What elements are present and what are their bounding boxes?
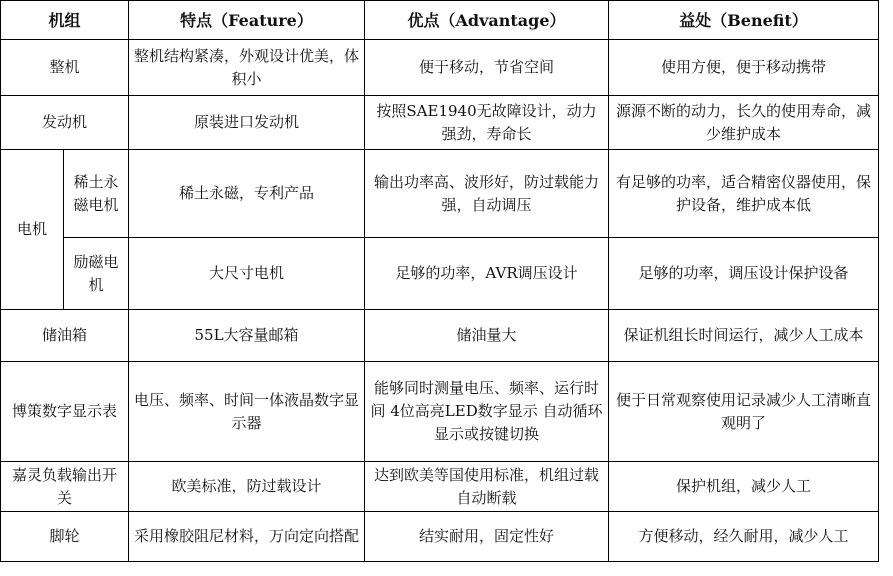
table-row — [1, 362, 879, 462]
row-advantage: 足够的功率，AVR调压设计 — [365, 238, 609, 310]
row-name: 脚轮 — [1, 512, 129, 562]
row-benefit: 保护机组，减少人工 — [609, 462, 879, 512]
row-name: 储油箱 — [1, 310, 129, 362]
row-advantage: 输出功率高、波形好，防过载能力强，自动调压 — [365, 150, 609, 238]
row-group: 电机 — [1, 150, 64, 310]
row-advantage: 结实耐用，固定性好 — [365, 512, 609, 562]
header-unit: 机组 — [1, 1, 129, 40]
row-name: 稀土永磁电机 — [64, 150, 129, 238]
table-row — [1, 238, 879, 310]
header-benefit: 益处（Benefit） — [609, 1, 879, 40]
row-feature: 整机结构紧凑，外观设计优美，体积小 — [129, 40, 365, 96]
row-feature: 大尺寸电机 — [129, 238, 365, 310]
row-benefit: 源源不断的动力，长久的使用寿命，减少维护成本 — [609, 96, 879, 150]
row-benefit: 保证机组长时间运行，减少人工成本 — [609, 310, 879, 362]
row-benefit: 便于日常观察使用记录减少人工清晰直观明了 — [609, 362, 879, 462]
row-feature: 欧美标准，防过载设计 — [129, 462, 365, 512]
header-feature: 特点（Feature） — [129, 1, 365, 40]
table-row — [1, 462, 879, 512]
row-feature: 55L大容量邮箱 — [129, 310, 365, 362]
row-name: 发动机 — [1, 96, 129, 150]
row-advantage: 便于移动，节省空间 — [365, 40, 609, 96]
row-advantage: 按照SAE1940无故障设计，动力强劲，寿命长 — [365, 96, 609, 150]
row-advantage: 能够同时测量电压、频率、运行时间 4位高亮LED数字显示 自动循环显示或按键切换 — [365, 362, 609, 462]
row-benefit: 有足够的功率，适合精密仪器使用，保护设备，维护成本低 — [609, 150, 879, 238]
row-name: 整机 — [1, 40, 129, 96]
row-advantage: 达到欧美等国使用标准，机组过载自动断载 — [365, 462, 609, 512]
table-row — [1, 310, 879, 362]
row-feature: 原装进口发动机 — [129, 96, 365, 150]
header-advantage: 优点（Advantage） — [365, 1, 609, 40]
row-name: 博策数字显示表 — [1, 362, 129, 462]
row-feature: 电压、频率、时间一体液晶数字显示器 — [129, 362, 365, 462]
header-row — [1, 1, 879, 40]
table-row — [1, 512, 879, 562]
row-feature: 稀土永磁，专利产品 — [129, 150, 365, 238]
table-row — [1, 150, 879, 238]
table-row — [1, 96, 879, 150]
table-row — [1, 40, 879, 96]
row-name: 嘉灵负载输出开关 — [1, 462, 129, 512]
row-benefit: 足够的功率，调压设计保护设备 — [609, 238, 879, 310]
row-feature: 采用橡胶阻尼材料，万向定向搭配 — [129, 512, 365, 562]
row-name: 励磁电机 — [64, 238, 129, 310]
row-advantage: 储油量大 — [365, 310, 609, 362]
row-benefit: 方便移动，经久耐用，减少人工 — [609, 512, 879, 562]
row-benefit: 使用方便，便于移动携带 — [609, 40, 879, 96]
